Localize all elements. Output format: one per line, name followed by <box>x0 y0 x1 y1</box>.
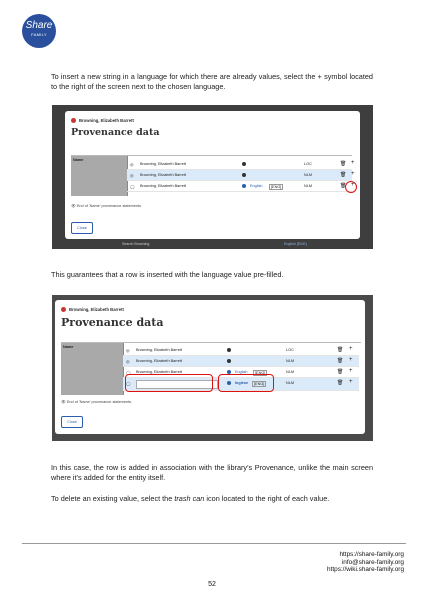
row-source: NLM <box>286 359 295 363</box>
background-search: Search Browning <box>122 242 150 246</box>
modal-title: Provenance data <box>71 127 160 138</box>
p4-before: To delete an existing value, select the <box>51 494 175 503</box>
plus-icon[interactable]: + <box>349 379 353 385</box>
row-value: Browning, Elizabeth Barrett <box>136 370 183 374</box>
table-row <box>123 356 359 367</box>
language-icon <box>227 359 231 363</box>
name-header: Name <box>73 158 84 162</box>
trash-icon[interactable]: 🗑 <box>340 161 347 167</box>
info-icon: 👁 <box>71 204 77 208</box>
modal-author-label: Browning, Elizabeth Barrett <box>69 307 124 312</box>
edit-icon[interactable]: ◯ <box>126 382 131 386</box>
footer-wiki[interactable]: https://wiki.share-family.org <box>327 566 404 573</box>
name-header-cell <box>61 343 124 395</box>
plus-icon[interactable]: + <box>349 368 353 374</box>
close-button[interactable]: Close <box>71 222 93 234</box>
trash-icon[interactable]: 🗑 <box>337 369 344 375</box>
row-value: Browning, Elizabeth Barrett <box>136 359 183 363</box>
row-source: NLM <box>304 173 313 177</box>
provenance-modal <box>55 300 365 434</box>
row-language-code: [ENG] <box>254 382 265 386</box>
screenshot-provenance-1 <box>52 105 373 249</box>
row-source: NLM <box>304 184 313 188</box>
screenshot-provenance-2 <box>52 295 373 441</box>
row-value: Browning, Elizabeth Barrett <box>140 173 187 177</box>
trash-icon[interactable]: 🗑 <box>337 380 344 386</box>
name-header: Name <box>63 345 74 349</box>
row-language: English <box>250 184 263 188</box>
end-note <box>61 399 132 404</box>
edit-icon[interactable]: ◯ <box>130 185 135 189</box>
edit-icon[interactable]: ◎ <box>126 360 130 364</box>
row-value: Browning, Elizabeth Barrett <box>140 162 187 166</box>
share-family-logo <box>22 14 56 48</box>
row-language: English <box>235 370 248 374</box>
trash-icon[interactable]: 🗑 <box>340 183 347 189</box>
modal-title: Provenance data <box>61 316 164 329</box>
page-number: 52 <box>208 581 216 588</box>
edit-icon[interactable]: ◎ <box>126 349 130 353</box>
language-icon <box>227 348 231 352</box>
language-icon <box>242 162 246 166</box>
logo-word: Share <box>25 20 53 31</box>
table-row <box>127 181 355 192</box>
highlight-new-value <box>125 374 213 392</box>
instruction-insert-string: To insert a new string in a language for which there are already values, select the + symbol located to the right of the screen next to the chosen language. <box>51 72 373 91</box>
language-icon <box>242 184 246 188</box>
instruction-prefilled: This guarantees that a row is inserted with the language value pre-filled. <box>51 270 284 279</box>
p4-trash-can: trash can <box>174 494 205 503</box>
row-source: LOC <box>304 162 312 166</box>
instruction-provenance: In this case, the row is added in association with the library's Provenance, unlike the main screen where it's added for the entity itself. <box>51 463 373 482</box>
modal-author <box>61 307 124 312</box>
footer-email[interactable]: info@share-family.org <box>341 558 404 566</box>
row-language-code: [ENG] <box>271 185 282 189</box>
close-button[interactable]: Close <box>61 416 83 428</box>
end-note-text: End of 'Name' provenance statements <box>76 204 142 208</box>
edit-icon[interactable]: ◎ <box>130 174 134 178</box>
row-value: Browning, Elizabeth Barrett <box>136 348 183 352</box>
provenance-table <box>71 155 355 198</box>
table-row <box>123 345 359 356</box>
instruction-delete <box>51 494 373 504</box>
row-source: NLM <box>286 381 295 385</box>
info-icon: 👁 <box>61 400 67 404</box>
row-source: NLM <box>286 370 295 374</box>
highlight-language <box>218 374 274 392</box>
plus-icon[interactable]: + <box>351 160 355 166</box>
edit-icon[interactable]: ◎ <box>130 163 134 167</box>
author-icon <box>61 307 66 312</box>
highlight-plus-circle <box>345 181 357 193</box>
end-note <box>71 203 141 208</box>
plus-icon[interactable]: + <box>349 346 353 352</box>
table-row <box>127 159 355 170</box>
provenance-modal <box>65 111 360 239</box>
author-icon <box>71 118 76 123</box>
language-icon <box>242 173 246 177</box>
trash-icon[interactable]: 🗑 <box>337 347 344 353</box>
name-header-cell <box>71 156 128 196</box>
modal-author-label: Browning, Elizabeth Barrett <box>79 118 134 123</box>
row-language-code: [ENG] <box>255 371 266 375</box>
table-row <box>127 170 355 181</box>
trash-icon[interactable]: 🗑 <box>337 358 344 364</box>
plus-icon[interactable]: + <box>351 171 355 177</box>
p4-after: icon located to the right of each value. <box>204 494 330 503</box>
row-value: Browning, Elizabeth Barrett <box>140 184 187 188</box>
modal-author <box>71 118 134 123</box>
trash-icon[interactable]: 🗑 <box>340 172 347 178</box>
plus-icon[interactable]: + <box>351 182 355 188</box>
end-note-text: End of 'Name' provenance statements. <box>66 400 133 404</box>
footer-contacts <box>327 551 404 574</box>
background-language: English [ENG] <box>284 242 307 246</box>
plus-icon[interactable]: + <box>349 357 353 363</box>
row-source: LOC <box>286 348 294 352</box>
edit-icon[interactable]: ◯ <box>126 371 131 375</box>
footer-divider <box>22 543 406 544</box>
footer-website[interactable]: https://share-family.org <box>339 551 404 558</box>
logo-sub: FAMILY <box>31 32 47 37</box>
row-language: Inglese <box>235 381 249 385</box>
